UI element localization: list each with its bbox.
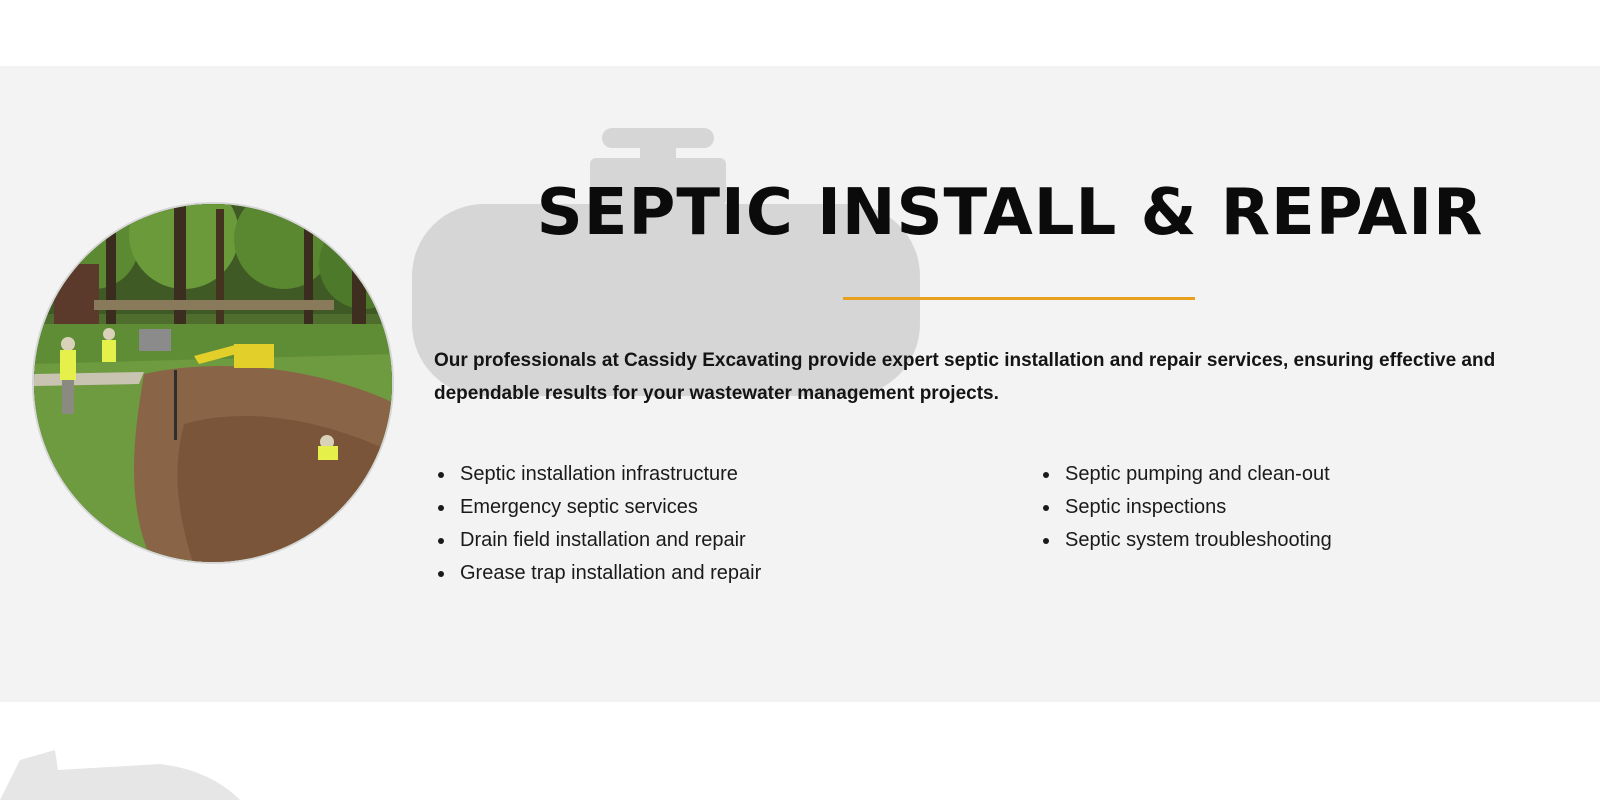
septic-section [0,66,1600,702]
bullet-icon [438,472,444,478]
bullet-icon [438,538,444,544]
list-item-label: Septic installation infrastructure [460,463,738,485]
list-item [1039,491,1579,524]
list-item [434,458,994,491]
bullet-icon [1043,538,1049,544]
section-intro: Our professionals at Cassidy Excavating provide expert septic installation and repair services, ensuring effective and dependable results for your wastewater management projects. [434,350,1496,404]
list-item-label: Septic pumping and clean-out [1065,463,1330,485]
list-item-label: Septic system troubleshooting [1065,529,1332,551]
services-list-right [1039,458,1579,557]
section-title: SEPTIC INSTALL & REPAIR [536,176,1484,250]
bullet-icon [438,505,444,511]
next-section-watermark-icon [0,750,260,800]
title-underline [843,297,1195,300]
list-item [1039,524,1579,557]
excavation-site-photo [32,202,394,564]
list-item-label: Septic inspections [1065,496,1227,518]
list-item-label: Grease trap installation and repair [460,562,762,584]
list-item-label: Emergency septic services [460,496,698,518]
list-item-label: Drain field installation and repair [460,529,746,551]
services-list-left [434,458,994,590]
top-band [0,0,1600,66]
bullet-icon [1043,505,1049,511]
list-item [434,557,994,590]
list-item [434,491,994,524]
list-item [1039,458,1579,491]
bullet-icon [438,571,444,577]
bullet-icon [1043,472,1049,478]
list-item [434,524,994,557]
